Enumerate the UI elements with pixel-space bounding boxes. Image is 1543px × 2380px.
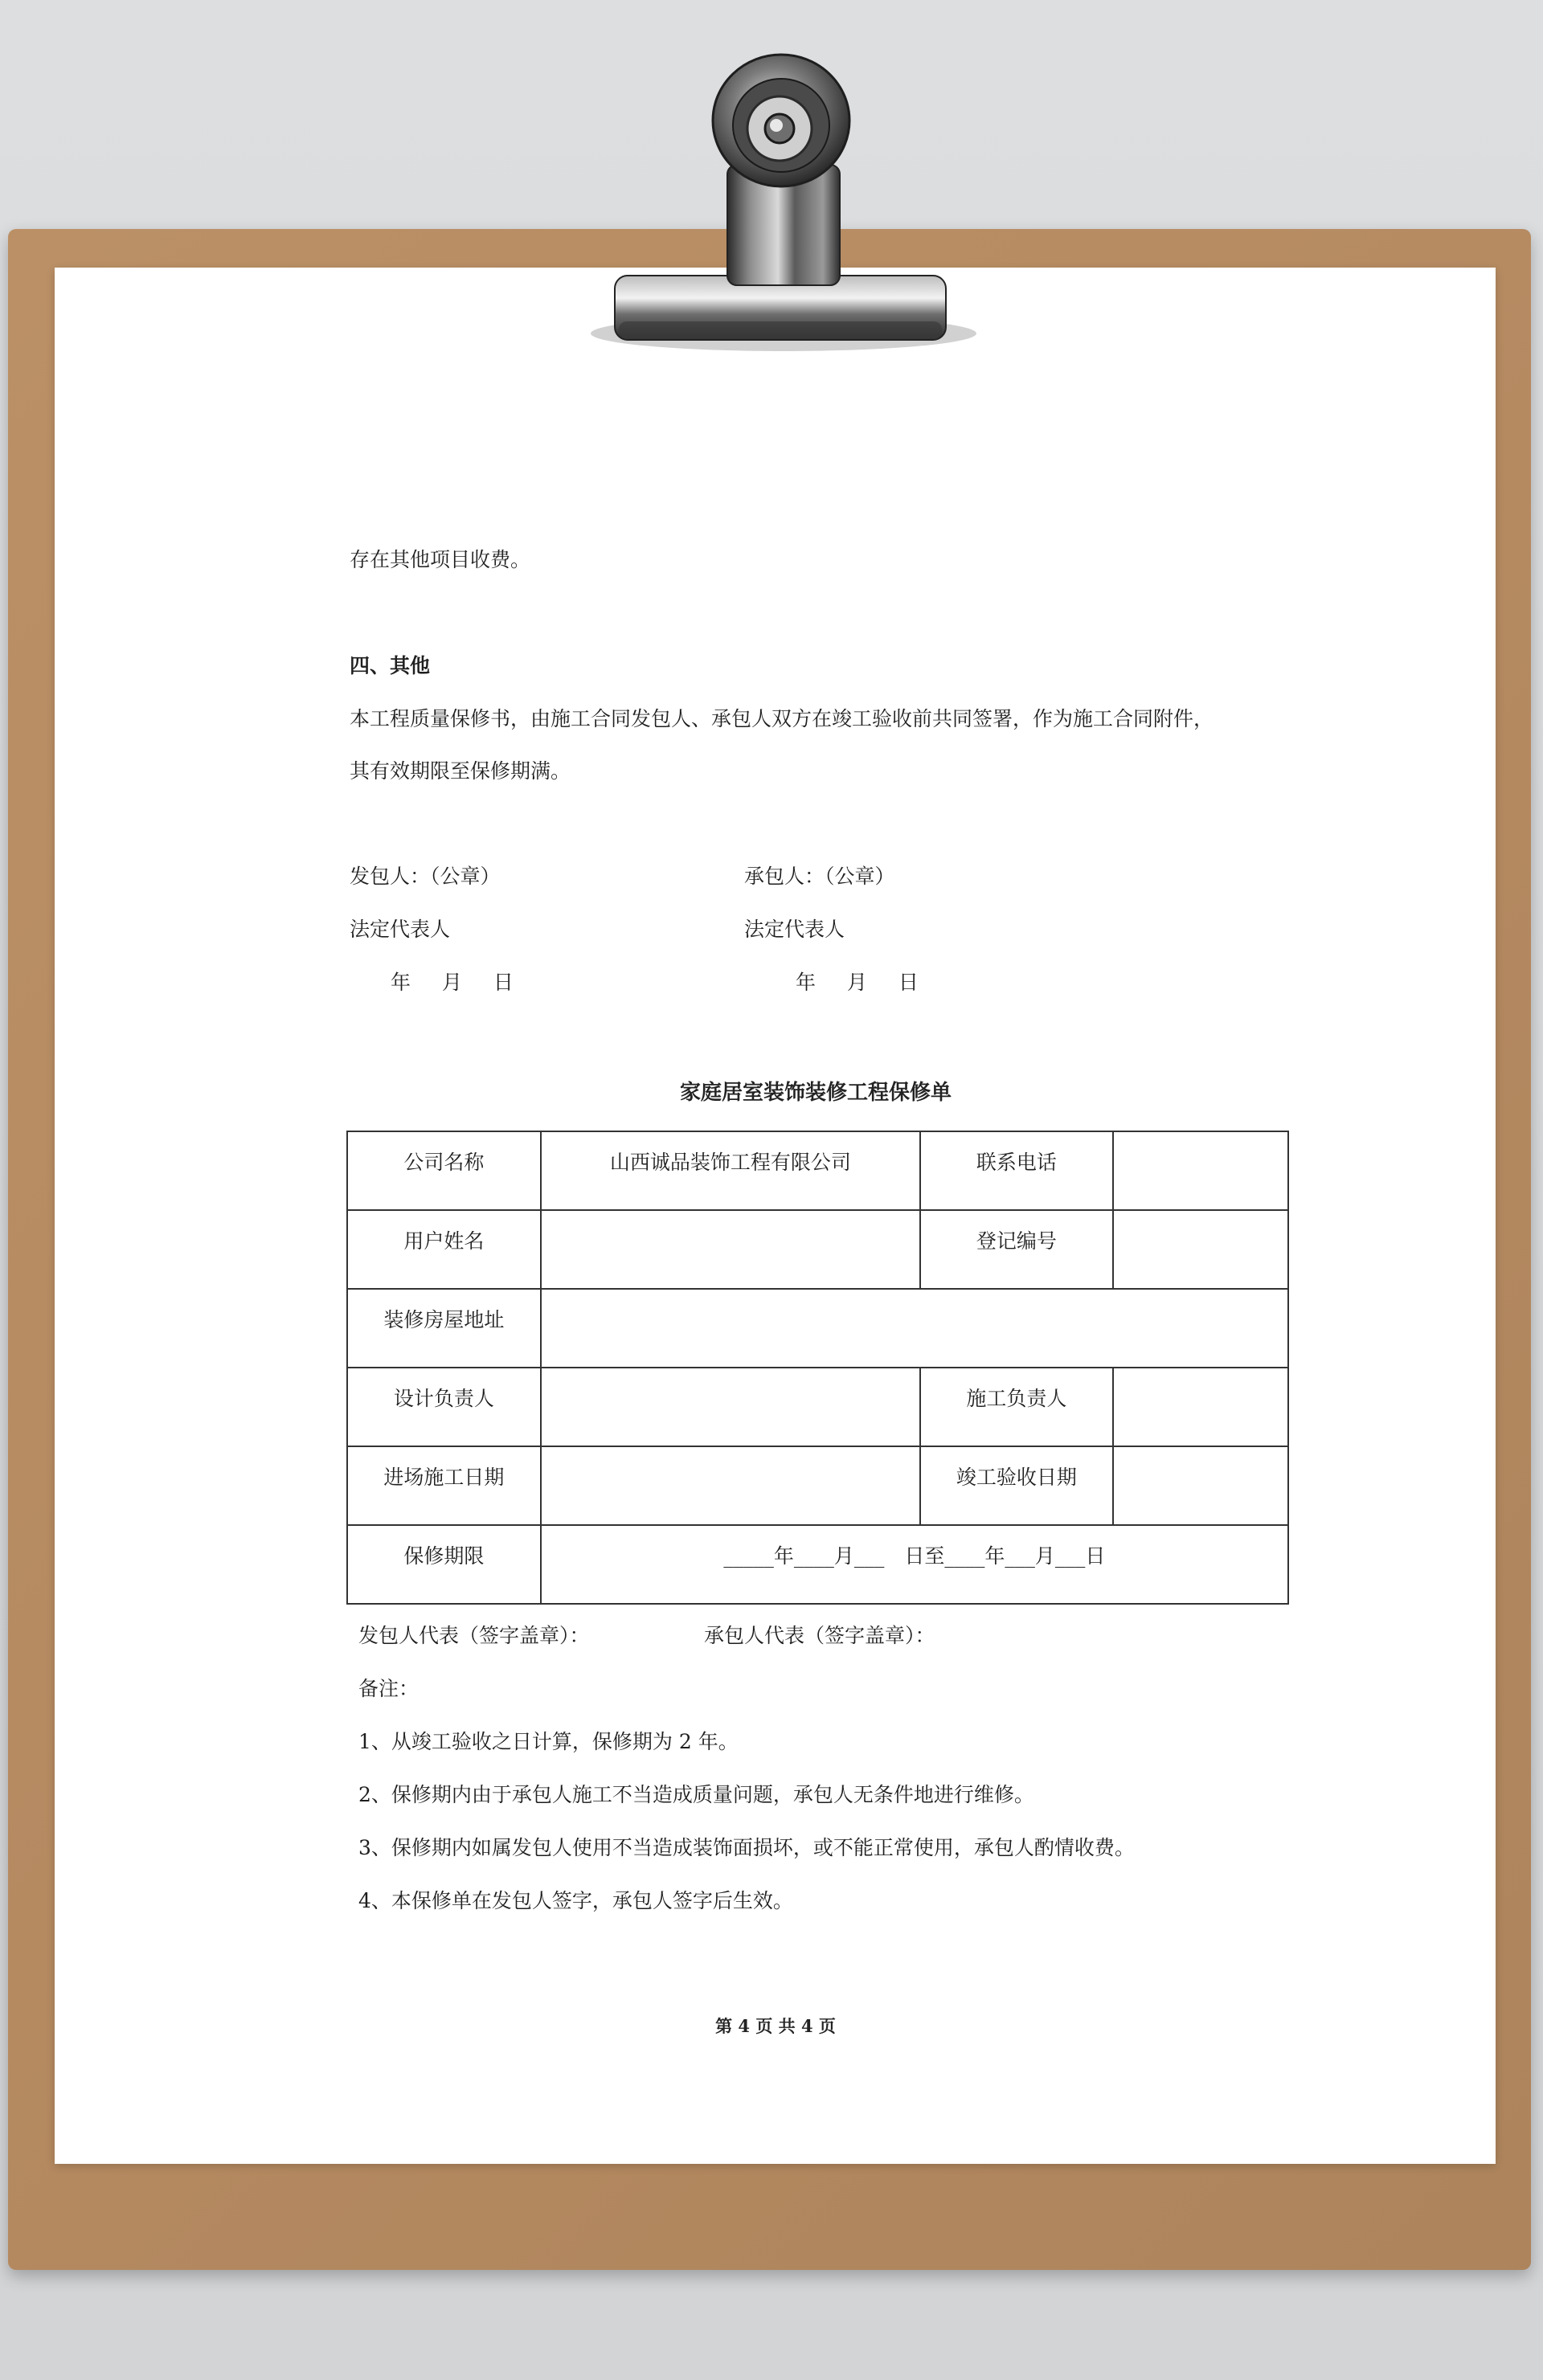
company-value-cell: 山西诚品装饰工程有限公司 (541, 1131, 920, 1210)
warranty-form-table (346, 1131, 1289, 1605)
note-item-4: 4、本保修单在发包人签字，承包人签字后生效。 (358, 1889, 793, 1912)
acceptance-date-label-cell: 竣工验收日期 (920, 1446, 1113, 1525)
table-row (347, 1368, 1288, 1446)
reg-value-cell (1113, 1210, 1288, 1289)
table-row (347, 1289, 1288, 1368)
builder-value-cell (1113, 1368, 1288, 1446)
user-label-cell: 用户姓名 (347, 1210, 541, 1289)
warranty-period-label-cell: 保修期限 (347, 1525, 541, 1604)
table-row (347, 1525, 1288, 1604)
company-label-cell: 公司名称 (347, 1131, 541, 1210)
paragraph-line-1: 本工程质量保修书，由施工合同发包人、承包人双方在竣工验收前共同签署，作为施工合同附件， (350, 707, 1214, 730)
form-title: 家庭居室装饰装修工程保修单 (679, 1081, 952, 1105)
section-heading: 四、其他 (350, 654, 431, 677)
user-value-cell (541, 1210, 920, 1289)
phone-value-cell (1113, 1131, 1288, 1210)
builder-label-cell: 施工负责人 (920, 1368, 1113, 1446)
phone-label-cell: 联系电话 (920, 1131, 1113, 1210)
reg-label-cell: 登记编号 (920, 1210, 1113, 1289)
note-item-2: 2、保修期内由于承包人施工不当造成质量问题，承包人无条件地进行维修。 (358, 1783, 1034, 1806)
table-row (347, 1446, 1288, 1525)
paragraph-line-2: 其有效期限至保修期满。 (350, 759, 571, 783)
table-row (347, 1131, 1288, 1210)
contractor-representative-sign: 承包人代表（签字盖章）： (704, 1624, 935, 1647)
employer-date: 年 月 日 (391, 971, 514, 994)
designer-value-cell (541, 1368, 920, 1446)
entry-date-label-cell: 进场施工日期 (347, 1446, 541, 1525)
entry-date-value-cell (541, 1446, 920, 1525)
continuation-line: 存在其他项目收费。 (350, 548, 531, 571)
note-item-3: 3、保修期内如属发包人使用不当造成装饰面损坏，或不能正常使用，承包人酌情收费。 (358, 1836, 1135, 1859)
designer-label-cell: 设计负责人 (347, 1368, 541, 1446)
page-footer: 第 4 页 共 4 页 (715, 2016, 836, 2036)
employer-seal-label: 发包人：（公章） (350, 865, 501, 888)
acceptance-date-value-cell (1113, 1446, 1288, 1525)
employer-representative-sign: 发包人代表（签字盖章）： (358, 1624, 590, 1647)
table-row (347, 1210, 1288, 1289)
employer-legal-rep: 法定代表人 (350, 918, 451, 941)
address-label-cell: 装修房屋地址 (347, 1289, 541, 1368)
warranty-period-value-cell: _____年____月___ 日至____年___月___日 (541, 1525, 1288, 1604)
address-value-cell (541, 1289, 1288, 1368)
notes-heading: 备注： (358, 1677, 420, 1700)
contractor-date: 年 月 日 (796, 971, 919, 994)
note-item-1: 1、从竣工验收之日计算，保修期为 2 年。 (358, 1730, 739, 1753)
contractor-seal-label: 承包人：（公章） (744, 865, 895, 888)
contractor-legal-rep: 法定代表人 (744, 918, 845, 941)
